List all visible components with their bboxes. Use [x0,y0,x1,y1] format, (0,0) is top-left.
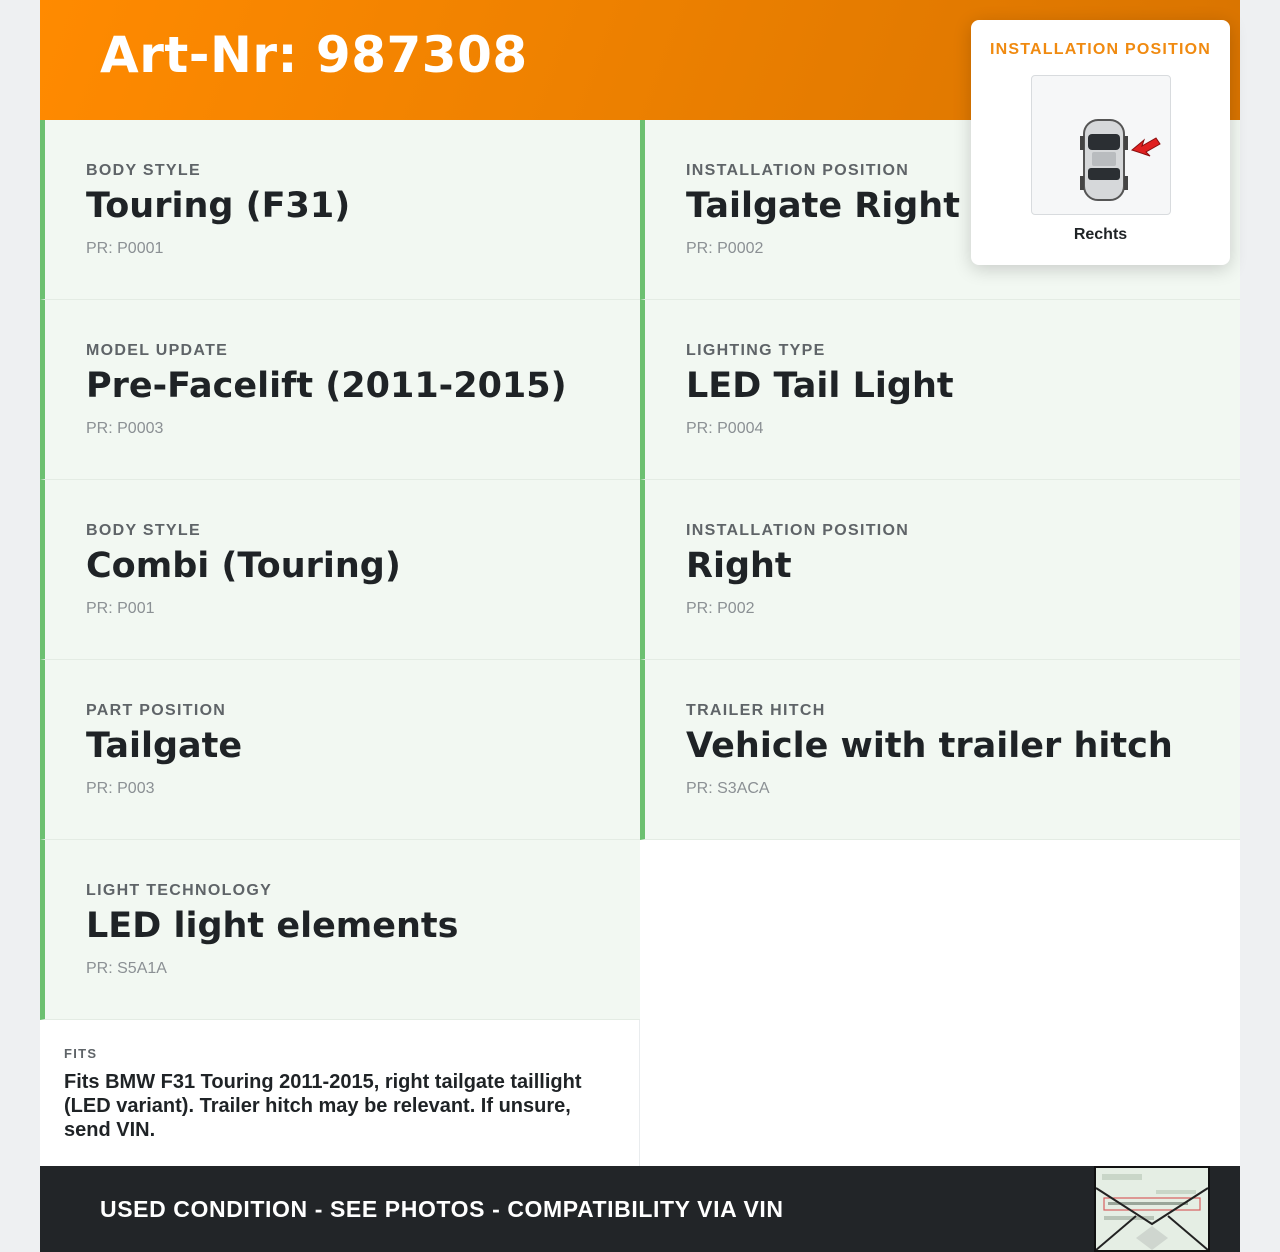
attribute-pr-code: PR: P0004 [686,420,764,437]
attribute-pr-code: PR: P003 [86,780,155,797]
attribute-pr-code: PR: P0001 [86,240,164,257]
attribute-value: LED Tail Light [686,366,954,406]
attribute-card [640,480,1240,660]
footer-message: USED CONDITION - SEE PHOTOS - COMPATIBILITY VIA VIN [100,1196,784,1222]
attribute-card [40,300,640,480]
attribute-value: Tailgate Right [686,186,960,226]
attribute-card [640,660,1240,840]
attribute-label: INSTALLATION POSITION [686,522,910,539]
attribute-pr-code: PR: S3ACA [686,780,770,797]
attribute-value: LED light elements [86,906,459,946]
attribute-label: INSTALLATION POSITION [686,162,910,179]
attribute-label: BODY STYLE [86,522,201,539]
registration-document-thumbnail[interactable] [1094,1166,1210,1252]
attribute-pr-code: PR: P0002 [686,240,764,257]
attribute-card [640,300,1240,480]
attribute-label: BODY STYLE [86,162,201,179]
empty-area [640,840,1240,1166]
attribute-value: Tailgate [86,726,243,766]
fits-description: Fits BMW F31 Touring 2011-2015, right tailgate taillight (LED variant). Trailer hitch may be relevant. If unsure, send VIN. [64,1071,582,1141]
attribute-label: MODEL UPDATE [86,342,229,359]
attribute-pr-code: PR: P0003 [86,420,164,437]
attribute-value: Combi (Touring) [86,546,401,586]
popup-image-frame [1031,75,1171,215]
attribute-card [40,840,640,1020]
attribute-pr-code: PR: S5A1A [86,960,167,977]
attribute-label: PART POSITION [86,702,227,719]
attribute-value: Right [686,546,792,586]
article-number-title: Art-Nr: 987308 [100,26,528,84]
fits-label: FITS [64,1046,98,1061]
footer-banner [40,1166,1240,1252]
popup-caption: Rechts [1073,226,1128,243]
attribute-pr-code: PR: P001 [86,600,155,617]
attribute-card [40,120,640,300]
attribute-value: Touring (F31) [86,186,351,226]
installation-position-popup [971,20,1230,265]
attribute-value: Vehicle with trailer hitch [686,726,1173,766]
car-top-view-icon [1032,76,1172,216]
attribute-label: LIGHT TECHNOLOGY [86,882,273,899]
attribute-value: Pre-Facelift (2011-2015) [86,366,567,406]
fits-section [40,1020,640,1166]
attribute-card [40,480,640,660]
popup-title: INSTALLATION POSITION [989,41,1212,58]
document-scan-icon [1096,1168,1208,1250]
attribute-label: LIGHTING TYPE [686,342,826,359]
attribute-label: TRAILER HITCH [686,702,826,719]
arrow-icon [1132,138,1160,156]
attribute-card [40,660,640,840]
attribute-pr-code: PR: P002 [686,600,755,617]
